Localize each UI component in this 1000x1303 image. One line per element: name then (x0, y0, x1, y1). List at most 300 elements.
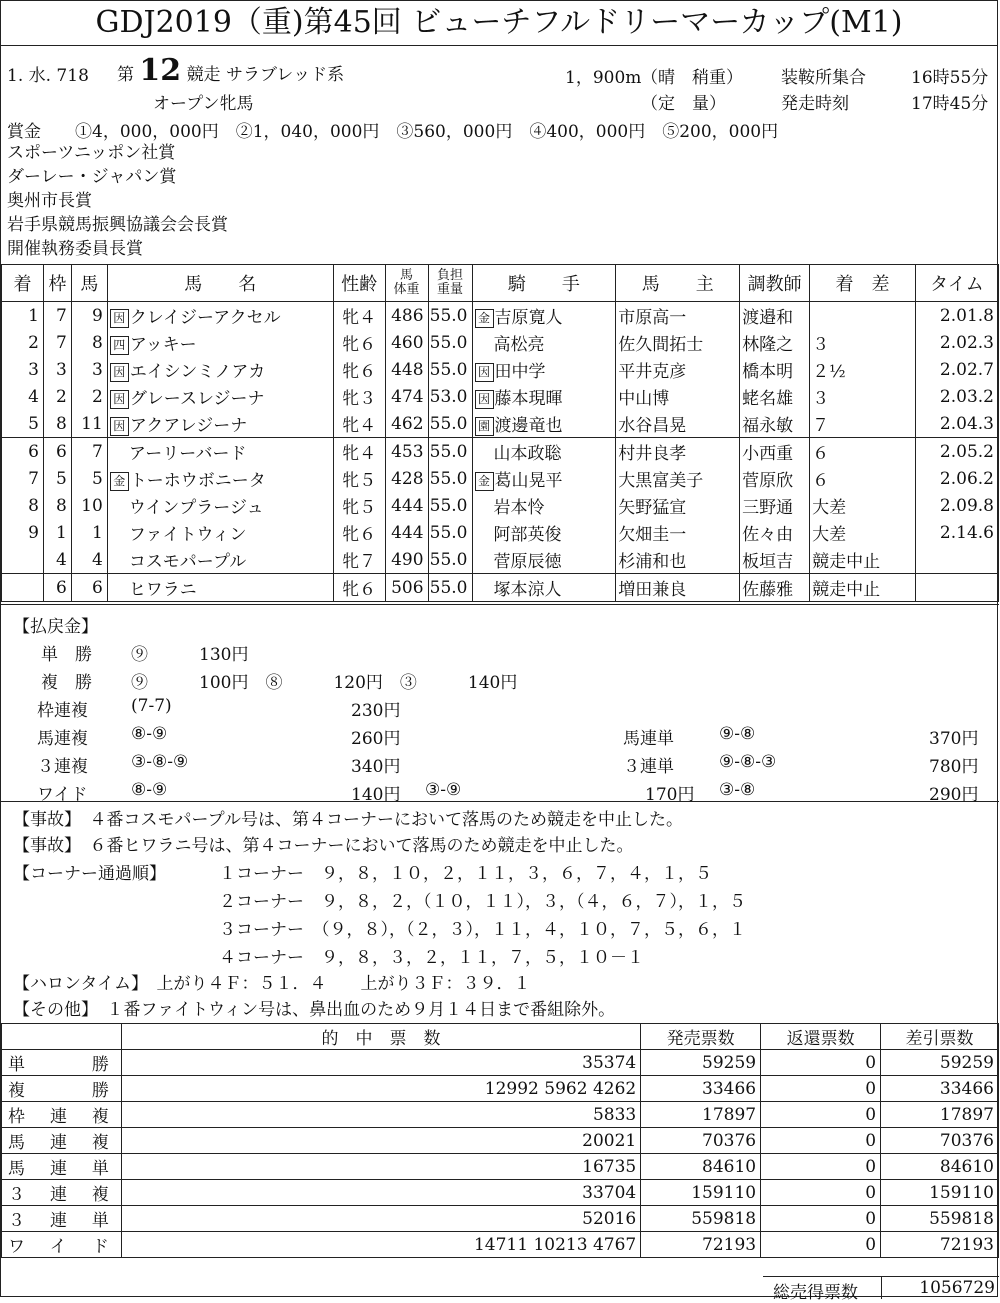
rank-cell (2, 546, 44, 574)
horse-cell (107, 383, 333, 410)
santan-combo: ⑨-⑧-③ (719, 752, 777, 772)
weight-cell: 474 (385, 383, 428, 410)
wide-amount-2: 170円 (645, 785, 695, 805)
sold-votes-cell: 559818 (641, 1206, 761, 1232)
net-votes-cell: 159110 (881, 1180, 999, 1206)
refund-votes-cell: 0 (761, 1076, 881, 1102)
horse-cell (107, 302, 333, 330)
col-time: タイム (915, 265, 998, 302)
other-note: 【その他】 １番ファイトウィン号は、鼻出血のため９月１４日まで番組除外。 (13, 1000, 616, 1020)
refund-votes-cell: 0 (761, 1206, 881, 1232)
jockey-name: 渡邊竜也 (494, 416, 563, 436)
col-burden: 負担 重量 (428, 265, 472, 302)
col-net-votes: 差引票数 (881, 1024, 999, 1050)
trainer-cell: 佐々由 (740, 519, 810, 546)
burden-cell: 55.0 (428, 574, 472, 602)
award-item: スポーツニッポン社賞 (7, 143, 176, 163)
num-cell: 10 (71, 492, 107, 519)
margin-cell: 大差 (810, 519, 916, 546)
result-row (2, 574, 999, 602)
num-cell: 2 (71, 383, 107, 410)
umaren-combo: ⑧-⑨ (131, 724, 168, 744)
sanfuku-amount: 340円 (351, 757, 401, 777)
time-cell: 2.02.7 (915, 356, 998, 383)
horse-name: トーホウボニータ (129, 471, 266, 491)
num-cell: 11 (71, 410, 107, 438)
col-sexage: 性齢 (333, 265, 385, 302)
col-hit-votes: 的 中 票 数 (121, 1024, 640, 1050)
race-dai: 第 (117, 65, 134, 85)
trainer-cell: 林隆之 (740, 329, 810, 356)
votes-table (1, 1023, 999, 1258)
sold-votes-cell: 84610 (641, 1154, 761, 1180)
rank-cell: 5 (2, 410, 44, 438)
sexage-cell: 牝７ (333, 546, 385, 574)
rank-cell: 3 (2, 356, 44, 383)
total-votes-row (763, 1276, 999, 1303)
sold-votes-cell: 17897 (641, 1102, 761, 1128)
divider (1, 604, 999, 605)
num-cell: 9 (71, 302, 107, 330)
time-cell (915, 574, 998, 602)
owner-cell: 佐久間拓士 (616, 329, 740, 356)
horse-cell (107, 410, 333, 438)
col-frame: 枠 (43, 265, 71, 302)
jockey-cell (472, 410, 616, 438)
net-votes-cell: 559818 (881, 1206, 999, 1232)
rank-cell: 1 (2, 302, 44, 330)
weight-cell: 460 (385, 329, 428, 356)
frame-cell: 3 (43, 356, 71, 383)
wakuren-combo: (7-7) (131, 696, 172, 716)
wide-label: ワイド (37, 785, 88, 805)
col-refund-votes: 返還票数 (761, 1024, 881, 1050)
col-trainer: 調教師 (740, 265, 810, 302)
owner-cell: 中山博 (616, 383, 740, 410)
owner-cell: 水谷昌晃 (616, 410, 740, 438)
frame-cell: 7 (43, 302, 71, 330)
owner-cell: 平井克彦 (616, 356, 740, 383)
num-cell: 1 (71, 519, 107, 546)
votes-body (2, 1050, 999, 1258)
frame-cell: 8 (43, 410, 71, 438)
burden-cell: 55.0 (428, 492, 472, 519)
time-cell: 2.03.2 (915, 383, 998, 410)
burden-cell: 55.0 (428, 438, 472, 466)
num-cell: 4 (71, 546, 107, 574)
jockey-cell (472, 302, 616, 330)
hit-votes-cell: 12992 5962 4262 (121, 1076, 640, 1102)
horse-cell (107, 438, 333, 466)
burden-cell: 55.0 (428, 410, 472, 438)
jockey-cell (472, 492, 616, 519)
tansho-value: ⑨ 130円 (131, 645, 249, 665)
net-votes-cell: 72193 (881, 1232, 999, 1258)
refund-votes-cell: 0 (761, 1102, 881, 1128)
frame-cell: 5 (43, 465, 71, 492)
frame-cell: 7 (43, 329, 71, 356)
accident-note-1: 【事故】 ４番コスモパープル号は、第４コーナーにおいて落馬のため競走を中止した。 (13, 810, 683, 830)
award-item: 岩手県競馬振興協議会会長賞 (7, 215, 228, 235)
margin-cell: ６ (810, 438, 916, 466)
horse-cell (107, 519, 333, 546)
burden-cell: 55.0 (428, 356, 472, 383)
col-margin: 着 差 (810, 265, 916, 302)
results-header-row (2, 265, 999, 302)
race-kyoso: 競走 (186, 65, 221, 85)
frame-cell: 2 (43, 383, 71, 410)
weight-cell: 462 (385, 410, 428, 438)
trainer-cell: 橋本明 (740, 356, 810, 383)
sexage-cell: 牝４ (333, 302, 385, 330)
net-votes-cell: 59259 (881, 1050, 999, 1076)
sexage-cell: 牝５ (333, 465, 385, 492)
hit-votes-cell: 14711 10213 4767 (121, 1232, 640, 1258)
wide-amount-1: 140円 (351, 785, 401, 805)
umaren-amount: 260円 (351, 729, 401, 749)
hit-votes-cell: 20021 (121, 1128, 640, 1154)
fukusho-value: ⑨ 100円 ⑧ 120円 ③ 140円 (131, 673, 518, 693)
sexage-cell: 牝４ (333, 410, 385, 438)
col-sold-votes: 発売票数 (641, 1024, 761, 1050)
bet-type-cell: ３連複 (2, 1180, 122, 1206)
total-divider (881, 1276, 882, 1299)
wide-amount-3: 290円 (929, 785, 979, 805)
refund-votes-cell: 0 (761, 1180, 881, 1206)
tansho-label: 単 勝 (41, 645, 92, 665)
horse-name: グレースレジーナ (129, 389, 265, 409)
sold-votes-cell: 59259 (641, 1050, 761, 1076)
horse-cell (107, 329, 333, 356)
bet-type-cell: ３連単 (2, 1206, 122, 1232)
bet-type-cell: 枠連複 (2, 1102, 122, 1128)
num-cell: 6 (71, 574, 107, 602)
net-votes-cell: 33466 (881, 1076, 999, 1102)
jockey-cell (472, 383, 616, 410)
sold-votes-cell: 70376 (641, 1128, 761, 1154)
horse-name: アーリーバード (128, 444, 247, 464)
owner-cell: 市原高一 (616, 302, 740, 330)
weight-cell: 428 (385, 465, 428, 492)
refund-votes-cell: 0 (761, 1154, 881, 1180)
hit-votes-cell: 35374 (121, 1050, 640, 1076)
owner-cell: 欠畑圭一 (616, 519, 740, 546)
race-number: 12 (139, 53, 182, 88)
time-cell: 2.02.3 (915, 329, 998, 356)
col-weight: 馬 体重 (385, 265, 428, 302)
burden-cell: 55.0 (428, 465, 472, 492)
jockey-name: 吉原寛人 (494, 308, 563, 328)
corner-label: 【コーナー通過順】 (13, 864, 166, 884)
umatan-amount: 370円 (929, 729, 979, 749)
owner-cell: 大黒富美子 (616, 465, 740, 492)
burden-cell: 53.0 (428, 383, 472, 410)
race-number-block (117, 53, 344, 88)
time-cell: 2.04.3 (915, 410, 998, 438)
award-item: 奥州市長賞 (7, 191, 92, 211)
sexage-cell: 牝６ (333, 329, 385, 356)
horse-name: エイシンミノアカ (129, 362, 266, 382)
result-row (2, 356, 999, 383)
horse-name: アッキー (129, 335, 197, 355)
race-date-code: 1. 水. 718 (7, 66, 89, 86)
awards-list (1, 141, 228, 261)
horse-cell (107, 546, 333, 574)
margin-cell: ６ (810, 465, 916, 492)
sanfuku-label: ３連複 (37, 757, 88, 777)
frame-cell: 8 (43, 492, 71, 519)
corner-1: １コーナー ９，８，１０，２，１１，３，６，７，４，１，５ (219, 864, 712, 884)
votes-row (2, 1154, 999, 1180)
votes-row (2, 1050, 999, 1076)
result-row (2, 302, 999, 330)
total-votes-label: 総売得票数 (773, 1283, 858, 1303)
horse-origin-badge: 因 (110, 417, 129, 436)
umatan-combo: ⑨-⑧ (719, 724, 756, 744)
result-row (2, 546, 999, 574)
jockey-name: 菅原辰徳 (493, 552, 562, 572)
horse-name: ヒワラニ (128, 580, 197, 600)
jockey-name: 葛山晃平 (494, 471, 563, 491)
trainer-cell: 小西重 (740, 438, 810, 466)
owner-cell: 杉浦和也 (616, 546, 740, 574)
hit-votes-cell: 16735 (121, 1154, 640, 1180)
page-title: GDJ2019（重)第45回 ビューチフルドリーマーカップ(M1) (1, 1, 997, 46)
sold-votes-cell: 159110 (641, 1180, 761, 1206)
jockey-cell (472, 329, 616, 356)
margin-cell: ２½ (810, 356, 916, 383)
trainer-cell: 福永敏 (740, 410, 810, 438)
sexage-cell: 牝６ (333, 356, 385, 383)
weight-cell: 448 (385, 356, 428, 383)
horse-name: クレイジーアクセル (129, 308, 281, 328)
umatan-label: 馬連単 (623, 729, 674, 749)
sold-votes-cell: 72193 (641, 1232, 761, 1258)
jockey-origin-badge: 金 (475, 472, 494, 491)
trainer-cell: 佐藤雅 (740, 574, 810, 602)
time-cell (915, 546, 998, 574)
jockey-origin-badge: 金 (475, 309, 494, 328)
refund-votes-cell: 0 (761, 1050, 881, 1076)
rank-cell: 2 (2, 329, 44, 356)
result-row (2, 410, 999, 438)
trainer-cell: 板垣吉 (740, 546, 810, 574)
col-num: 馬 (71, 265, 107, 302)
trainer-cell: 渡邉和 (740, 302, 810, 330)
assembly-time: 16時55分 (911, 68, 989, 88)
votes-row (2, 1128, 999, 1154)
votes-row (2, 1180, 999, 1206)
num-cell: 8 (71, 329, 107, 356)
net-votes-cell: 17897 (881, 1102, 999, 1128)
total-votes-value: 1056729 (919, 1278, 995, 1298)
weight-cell: 444 (385, 519, 428, 546)
time-cell: 2.01.8 (915, 302, 998, 330)
burden-cell: 55.0 (428, 519, 472, 546)
race-distance: 1，900m (565, 68, 642, 88)
margin-cell: ３ (810, 383, 916, 410)
jockey-cell (472, 546, 616, 574)
jockey-name: 藤本現暉 (494, 389, 563, 409)
margin-cell: ３ (810, 329, 916, 356)
weight-cell: 490 (385, 546, 428, 574)
horse-origin-badge: 因 (110, 309, 129, 328)
result-row (2, 465, 999, 492)
trainer-cell: 蛯名雄 (740, 383, 810, 410)
rank-cell: 8 (2, 492, 44, 519)
horse-name: ウインプラージュ (128, 498, 264, 518)
horse-origin-badge: 四 (110, 336, 129, 355)
wide-combo-1: ⑧-⑨ (131, 780, 168, 800)
bet-type-cell: 馬連複 (2, 1128, 122, 1154)
time-cell: 2.05.2 (915, 438, 998, 466)
col-horse: 馬 名 (107, 265, 333, 302)
hit-votes-cell: 5833 (121, 1102, 640, 1128)
result-row (2, 519, 999, 546)
sexage-cell: 牝３ (333, 383, 385, 410)
wide-combo-2: ③-⑨ (425, 780, 462, 800)
votes-row (2, 1206, 999, 1232)
corner-3: ３コーナー （９，８），（２，３），１１，４，１０，７，５，６，１ (219, 920, 746, 940)
race-breed: サラブレッド系 (225, 65, 345, 85)
jockey-name: 高松亮 (493, 335, 545, 355)
jockey-name: 塚本涼人 (493, 580, 562, 600)
bet-type-cell: 単勝 (2, 1050, 122, 1076)
sanfuku-combo: ③-⑧-⑨ (131, 752, 189, 772)
jockey-cell (472, 574, 616, 602)
jockey-cell (472, 438, 616, 466)
jockey-cell (472, 519, 616, 546)
net-votes-cell: 84610 (881, 1154, 999, 1180)
jockey-name: 山本政聡 (493, 444, 562, 464)
votes-row (2, 1102, 999, 1128)
result-row (2, 383, 999, 410)
frame-cell: 1 (43, 519, 71, 546)
rank-cell: 4 (2, 383, 44, 410)
santan-amount: 780円 (929, 757, 979, 777)
weight-cell: 444 (385, 492, 428, 519)
num-cell: 5 (71, 465, 107, 492)
time-cell: 2.09.8 (915, 492, 998, 519)
jockey-name: 阿部英俊 (493, 525, 562, 545)
sexage-cell: 牝５ (333, 492, 385, 519)
race-weather: （晴 稍重） (641, 68, 743, 88)
weight-cell: 453 (385, 438, 428, 466)
payout-heading: 【払戻金】 (13, 617, 98, 637)
time-cell: 2.14.6 (915, 519, 998, 546)
horse-name: ファイトウィン (128, 525, 247, 545)
horse-name: コスモパープル (128, 552, 247, 572)
col-rank: 着 (2, 265, 44, 302)
votes-header-row (2, 1024, 999, 1050)
burden-cell: 55.0 (428, 302, 472, 330)
margin-cell: 競走中止 (810, 574, 916, 602)
net-votes-cell: 70376 (881, 1128, 999, 1154)
start-time: 17時45分 (911, 94, 989, 114)
award-item: 開催執務委員長賞 (7, 239, 143, 259)
margin-cell (810, 302, 916, 330)
results-body (2, 302, 999, 602)
wide-combo-3: ③-⑧ (719, 780, 756, 800)
votes-row (2, 1232, 999, 1258)
time-cell: 2.06.2 (915, 465, 998, 492)
rank-cell (2, 574, 44, 602)
col-jockey: 騎 手 (472, 265, 616, 302)
divider (1, 801, 999, 802)
start-label: 発走時刻 (781, 94, 849, 114)
owner-cell: 増田兼良 (616, 574, 740, 602)
votes-row (2, 1076, 999, 1102)
results-table (1, 264, 999, 602)
trainer-cell: 菅原欣 (740, 465, 810, 492)
corner-2: ２コーナー ９，８，２，（１０，１１），３，（４，６，７），１，５ (219, 892, 746, 912)
refund-votes-cell: 0 (761, 1128, 881, 1154)
sexage-cell: 牝４ (333, 438, 385, 466)
horse-origin-badge: 因 (110, 363, 129, 382)
jockey-cell (472, 356, 616, 383)
burden-cell: 55.0 (428, 329, 472, 356)
rank-cell: 6 (2, 438, 44, 466)
prize-money: 賞金 ①4，000，000円 ②1，040，000円 ③560，000円 ④400，000円 ⑤200，000円 (7, 122, 779, 142)
weight-cell: 486 (385, 302, 428, 330)
result-row (2, 329, 999, 356)
horse-origin-badge: 金 (110, 472, 129, 491)
horse-cell (107, 465, 333, 492)
sexage-cell: 牝６ (333, 574, 385, 602)
burden-cell: 55.0 (428, 546, 472, 574)
horse-cell (107, 574, 333, 602)
owner-cell: 村井良孝 (616, 438, 740, 466)
owner-cell: 矢野猛宣 (616, 492, 740, 519)
bet-type-cell: 複勝 (2, 1076, 122, 1102)
wakuren-label: 枠連複 (37, 701, 88, 721)
hit-votes-cell: 52016 (121, 1206, 640, 1232)
jockey-origin-badge: 園 (475, 417, 494, 436)
col-owner: 馬 主 (616, 265, 740, 302)
horse-cell (107, 356, 333, 383)
award-item: ダーレー・ジャパン賞 (7, 167, 177, 187)
wakuren-amount: 230円 (351, 701, 401, 721)
race-condition: （定 量） (641, 94, 726, 114)
santan-label: ３連単 (623, 757, 674, 777)
jockey-name: 田中学 (494, 362, 546, 382)
votes-corner (2, 1024, 122, 1050)
rank-cell: 9 (2, 519, 44, 546)
refund-votes-cell: 0 (761, 1232, 881, 1258)
race-class: オープン牝馬 (153, 94, 254, 114)
jockey-cell (472, 465, 616, 492)
horse-origin-badge: 因 (110, 390, 129, 409)
jockey-name: 岩本怜 (493, 498, 545, 518)
num-cell: 3 (71, 356, 107, 383)
umaren-label: 馬連複 (37, 729, 88, 749)
furlong-time: 【ハロンタイム】 上がり４Ｆ：５１．４ 上がり３Ｆ：３９．１ (13, 974, 531, 994)
trainer-cell: 三野通 (740, 492, 810, 519)
weight-cell: 506 (385, 574, 428, 602)
bet-type-cell: 馬連単 (2, 1154, 122, 1180)
margin-cell: 競走中止 (810, 546, 916, 574)
jockey-origin-badge: 因 (475, 363, 494, 382)
rank-cell: 7 (2, 465, 44, 492)
frame-cell: 6 (43, 438, 71, 466)
jockey-origin-badge: 因 (475, 390, 494, 409)
fukusho-label: 複 勝 (41, 673, 92, 693)
horse-name: アクアレジーナ (129, 416, 248, 436)
num-cell: 7 (71, 438, 107, 466)
hit-votes-cell: 33704 (121, 1180, 640, 1206)
sold-votes-cell: 33466 (641, 1076, 761, 1102)
assembly-label: 装鞍所集合 (781, 68, 866, 88)
